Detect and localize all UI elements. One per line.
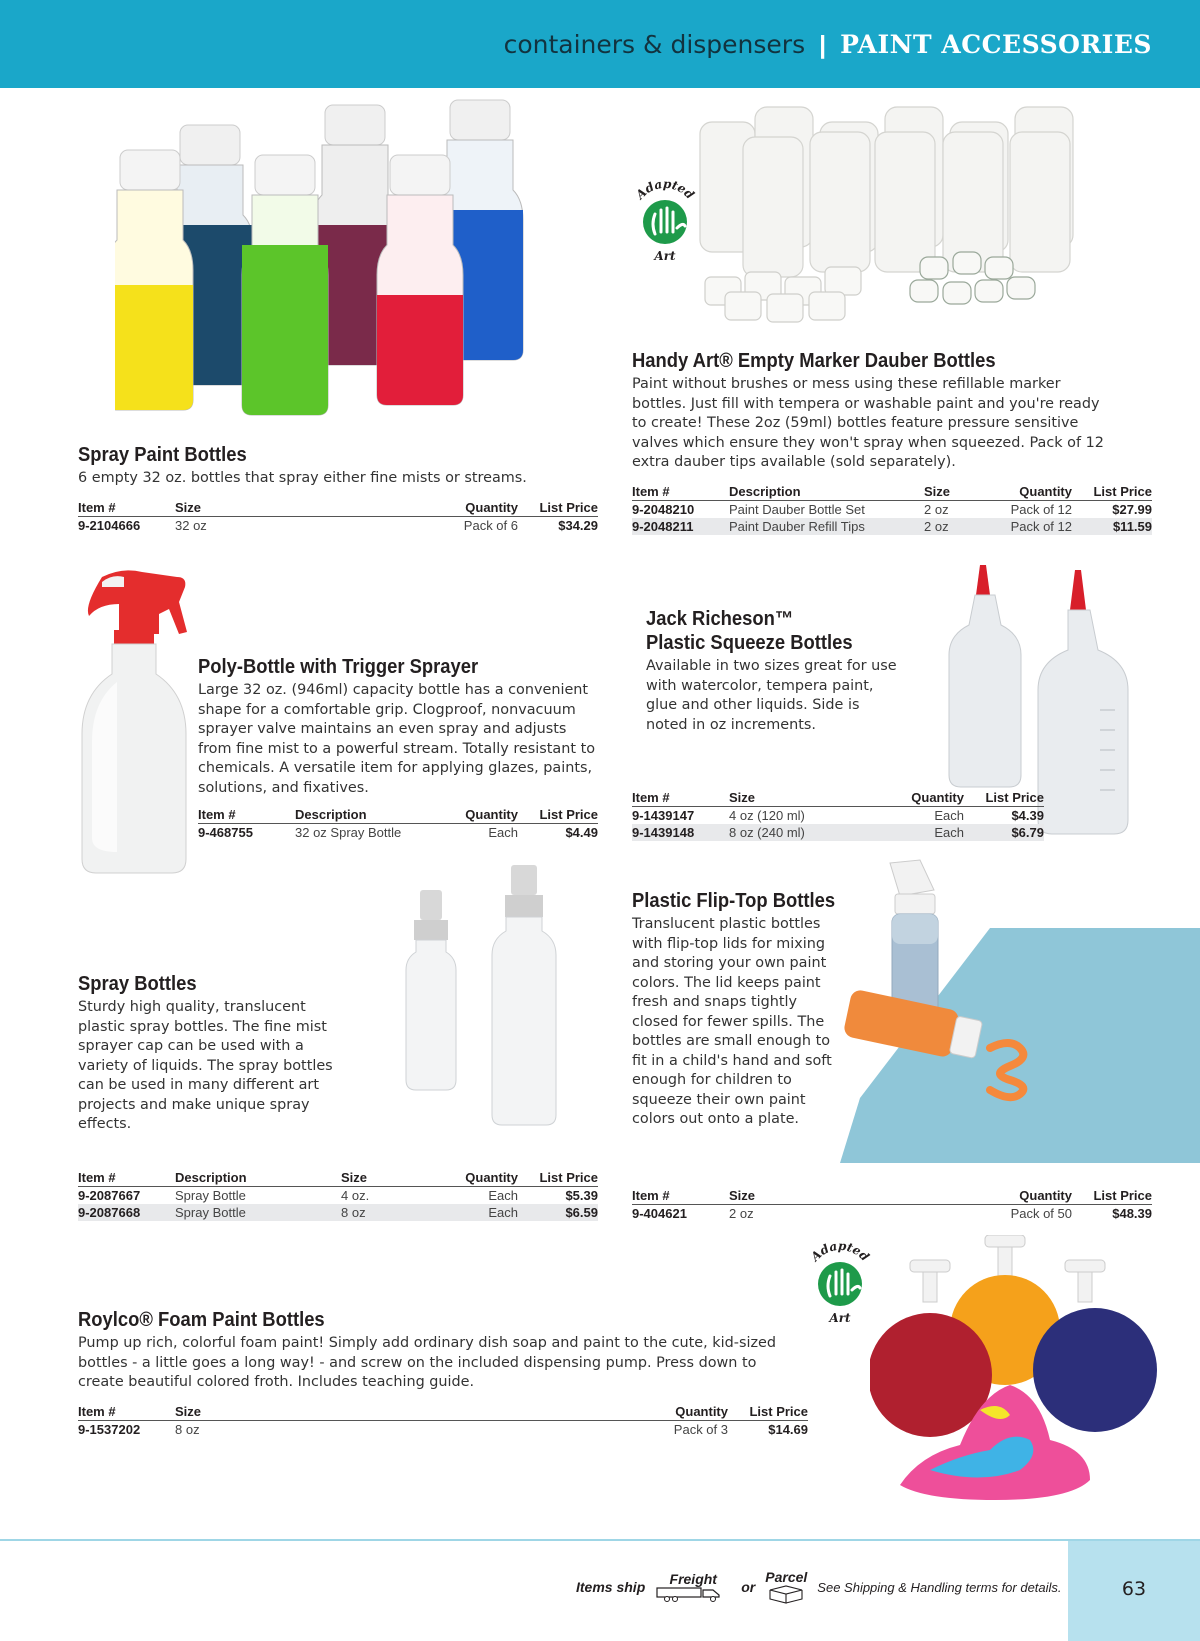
shipping-terms-note: See Shipping & Handling terms for details. [817,1579,1062,1595]
quantity-cell: Pack of 12 [982,518,1082,535]
spray-bottles-table-wrap [78,1169,598,1221]
header-section: PAINT ACCESSORIES [840,30,1152,59]
squeeze-section [646,607,906,735]
description-cell: Paint Dauber Bottle Set [729,501,865,517]
col-header: Item # [198,806,295,824]
footer-divider [0,1539,1200,1541]
table-row [632,518,1152,535]
col-header: Description [295,806,448,824]
col-header: Size [729,1187,982,1205]
col-header: Item # [632,789,729,807]
adapted-art-badge [800,1240,880,1328]
item-number: 9-468755 [198,825,253,840]
price-cell: $34.29 [558,517,598,533]
flip-section [632,889,852,1130]
description-cell: Spray Bottle [175,1188,246,1203]
size-cell: 8 oz [175,1421,200,1437]
page-number: 63 [1121,1578,1147,1600]
adapted-art-badge [625,178,705,266]
description-cell: Spray Bottle [175,1204,341,1221]
table-row [78,516,598,534]
spray-bottles-desc: Sturdy high quality, translucent plastic spray bottles. The fine mist sprayer cap can be used with a variety of liquids. The spray bottles can be used in many different art projects and make unique spray effects. [78,999,333,1132]
col-header: List Price [528,499,598,517]
spray-bottles-table [78,1169,598,1221]
col-header: Quantity [982,1187,1082,1205]
col-header: Quantity [428,1169,528,1187]
quantity-cell: Pack of 3 [673,1421,728,1437]
col-header: Quantity [428,499,528,517]
shipping-note [576,1567,1062,1607]
quantity-cell: Each [894,824,974,841]
size-cell: 2 oz [924,501,949,517]
parcel-label: Parcel [765,1569,808,1585]
size-cell: 4 oz. [341,1188,370,1203]
quantity-cell: Pack of 6 [463,517,518,533]
item-number: 9-1439147 [632,808,695,823]
flip-top-bottles-image [840,858,1200,1163]
col-header: List Price [738,1403,808,1421]
quantity-cell: Pack of 12 [1010,501,1072,517]
item-number: 9-1537202 [78,1421,141,1437]
flip-title: Plastic Flip-Top Bottles [632,890,836,912]
header-separator: | [819,31,827,59]
table-row [632,824,1044,841]
spray-paint-bottles-image [115,95,565,435]
col-header: Item # [78,1169,175,1187]
header-category: containers & dispensers [503,30,806,59]
poly-table [198,806,598,841]
or-label: or [741,1579,756,1595]
header-text [504,30,1152,60]
col-header: List Price [974,789,1044,807]
price-cell: $27.99 [1112,501,1152,517]
page-header [0,0,1200,88]
col-header: Size [175,499,428,517]
col-header: List Price [1082,1187,1152,1205]
bottle-green [242,155,328,415]
table-row [78,1420,808,1438]
item-number: 9-2048211 [632,518,729,535]
col-header: Quantity [448,806,528,824]
squeeze-title-line1: Jack Richeson™ [646,608,794,630]
quantity-cell: Each [428,1204,528,1221]
description-cell: 32 oz Spray Bottle [295,825,402,840]
col-header: Description [175,1169,341,1187]
col-header: Size [175,1403,638,1421]
poly-title: Poly-Bottle with Trigger Sprayer [198,656,479,678]
size-cell: 32 oz [175,517,207,533]
foam-section [78,1308,808,1438]
badge-top-text: Adapted [633,178,697,202]
box-icon [766,1584,806,1604]
table-row [632,807,1044,825]
foam-desc: Pump up rich, colorful foam paint! Simply add ordinary dish soap and paint to the cute, kid-sized bottles - a little goes a long way! - and screw on the included dispensing pump. Press down to create beautiful colored froth. Includes teaching guide. [78,1335,776,1390]
table-row [632,1205,1152,1223]
badge-top-text: Adapted [808,1240,872,1264]
truck-icon [655,1586,731,1602]
col-header: Quantity [894,789,974,807]
price-cell: $11.59 [1082,518,1152,535]
size-cell: 8 oz [341,1204,428,1221]
item-number: 9-1439148 [632,824,729,841]
dauber-table [632,483,1152,535]
price-cell: $6.59 [528,1204,598,1221]
dauber-desc: Paint without brushes or mess using these refillable marker bottles. Just fill with tempera or washable paint and you're ready to create! These 2oz (59ml) bottles feature pressure sensitive valves which ensure they won't spray when squeezed. Pack of 12 extra dauber tips available (sold separately). [632,376,1104,470]
price-cell: $14.69 [768,1421,808,1437]
table-row [78,1187,598,1205]
price-cell: $5.39 [565,1188,598,1203]
size-cell: 4 oz (120 ml) [729,808,805,823]
spray-paint-title: Spray Paint Bottles [78,444,247,466]
table-row [78,1204,598,1221]
freight-truck-icon [655,1572,731,1602]
item-number: 9-404621 [632,1206,687,1221]
price-cell: $48.39 [1112,1206,1152,1221]
foam-table [78,1403,808,1438]
flip-table [632,1187,1152,1222]
squeeze-table [632,789,1044,841]
spray-bottles-image [398,860,578,1135]
squeeze-title-line2: Plastic Squeeze Bottles [646,632,853,654]
spray-paint-desc: 6 empty 32 oz. bottles that spray either fine mists or streams. [78,470,527,486]
squeeze-table-wrap [632,789,1044,841]
size-cell: 2 oz [729,1206,754,1221]
quantity-cell: Each [488,1188,518,1203]
item-number: 9-2087668 [78,1204,175,1221]
col-header: Item # [632,483,729,501]
col-header: List Price [528,806,598,824]
poly-section [198,655,598,841]
price-cell: $4.39 [1011,808,1044,823]
table-row [632,500,1152,518]
svg-text:Adapted [632,178,697,203]
col-header: Size [924,483,982,501]
dauber-section [632,349,1152,535]
col-header: Description [729,483,924,501]
col-header: Size [729,789,894,807]
flip-desc: Translucent plastic bottles with flip-top lids for mixing and storing your own paint colors. The lid keeps paint fresh and snaps tightly closed for fewer spills. The bottles are small enough to fit in a child's hand and soft enough for children to squeeze their own paint colors out onto a plate. [632,916,832,1127]
item-number: 9-2087667 [78,1188,141,1203]
parcel-box-icon [765,1570,807,1604]
size-cell: 2 oz [924,518,982,535]
col-header: Item # [632,1187,729,1205]
col-header: Size [341,1169,428,1187]
quantity-cell: Pack of 50 [1010,1206,1072,1221]
dauber-bottles-image [695,92,1095,327]
spray-paint-section [78,443,598,534]
poly-desc: Large 32 oz. (946ml) capacity bottle has a convenient shape for a comfortable grip. Clogproof, nonvacuum sprayer valve maintains an even spray and adjusts from fine mist to a powerful stream. Totally resistant to chemicals. A versatile item for applying glazes, paints, solutions, and fixatives. [198,682,596,796]
price-cell: $4.49 [565,825,598,840]
spray-paint-table [78,499,598,534]
squeeze-desc: Available in two sizes great for use with watercolor, tempera paint, glue and other liquids. Side is noted in oz increments. [646,658,897,733]
poly-bottle-image [72,562,212,882]
item-number: 9-2104666 [78,517,141,533]
quantity-cell: Each [934,808,964,823]
description-cell: Paint Dauber Refill Tips [729,518,924,535]
dauber-title: Handy Art® Empty Marker Dauber Bottles [632,350,996,372]
table-row [198,824,598,842]
foam-bottles-image [870,1235,1165,1510]
item-number: 9-2048210 [632,501,695,517]
quantity-cell: Each [488,825,518,840]
svg-text:Adapted [807,1240,872,1265]
col-header: Item # [78,499,175,517]
freight-label: Freight [669,1571,717,1587]
flip-table-wrap [632,1187,1152,1222]
badge-bottom-text: Art [654,249,676,263]
col-header: List Price [1082,483,1152,501]
spray-bottles-section [78,972,348,1135]
col-header: Quantity [982,483,1082,501]
size-cell: 8 oz (240 ml) [729,824,894,841]
badge-bottom-text: Art [829,1311,851,1325]
col-header: List Price [528,1169,598,1187]
foam-title: Roylco® Foam Paint Bottles [78,1309,325,1331]
items-ship-label: Items ship [576,1579,646,1595]
price-cell: $6.79 [974,824,1044,841]
spray-bottles-title: Spray Bottles [78,973,197,995]
col-header: Item # [78,1403,175,1421]
col-header: Quantity [638,1403,738,1421]
